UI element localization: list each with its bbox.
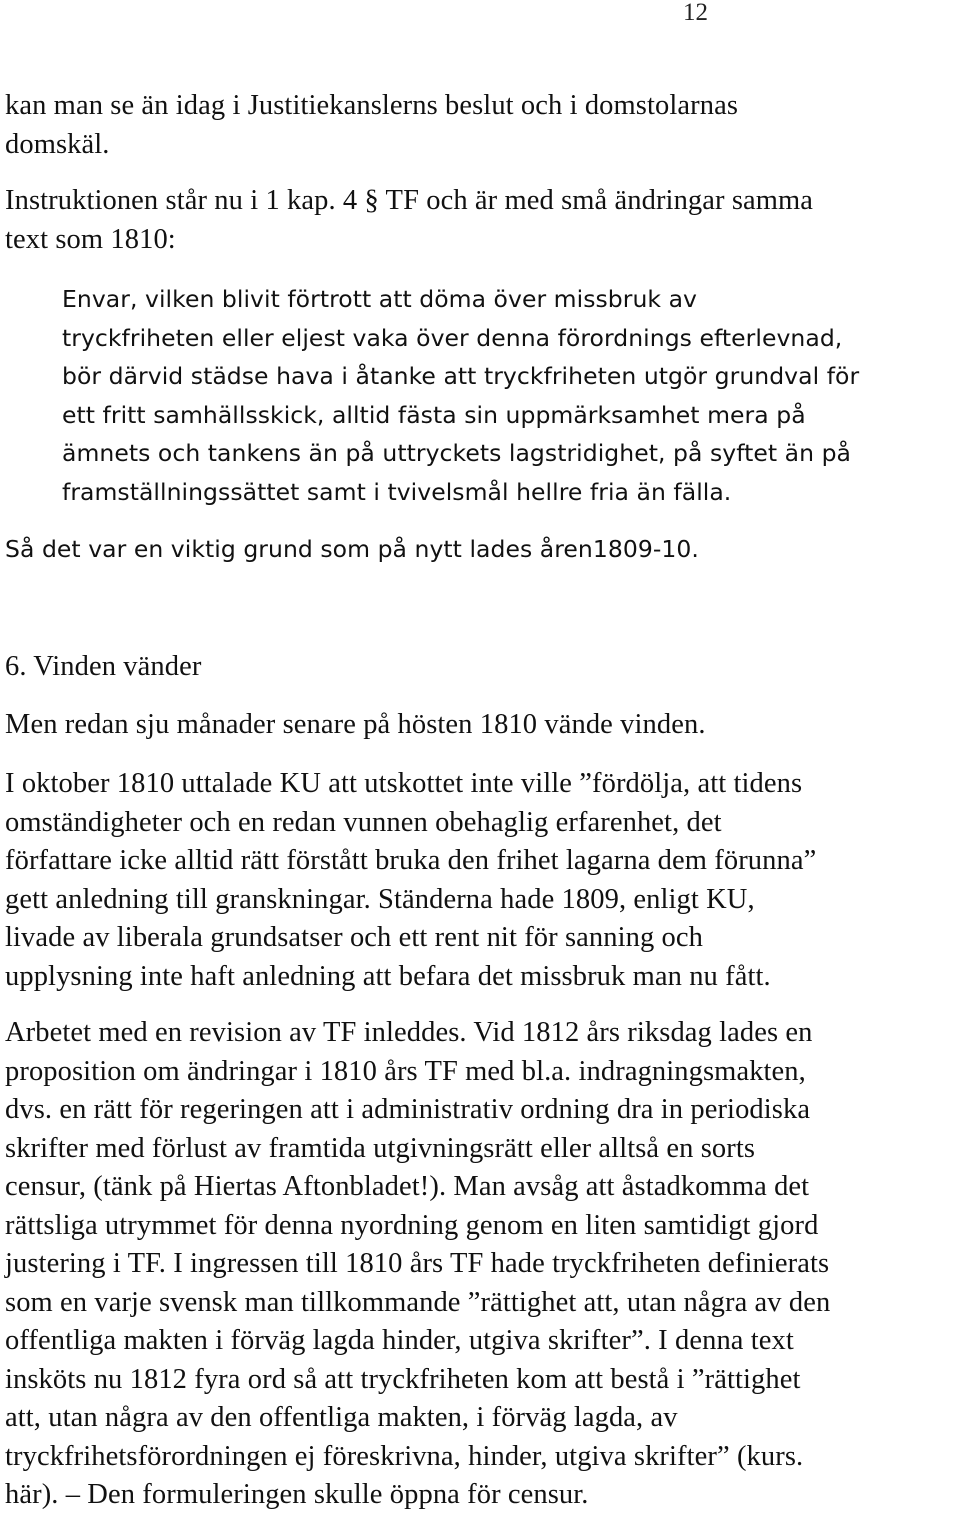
text-line: livade av liberala grundsatser och ett rent nit för sanning och [5, 922, 703, 953]
text-line: här). – Den formuleringen skulle öppna för censur. [5, 1479, 589, 1510]
text-line: gett anledning till granskningar. Ständerna hade 1809, enligt KU, [5, 883, 755, 915]
text-line: skrifter med förlust av framtida utgivningsrätt eller alltså en sorts [5, 1132, 756, 1164]
text-line: dvs. en rätt för regeringen att i administrativ ordning dra in periodiska [5, 1094, 811, 1125]
text-line: Men redan sju månader senare på hösten 1810 vände vinden. [5, 709, 706, 740]
text-line: justering i TF. I ingressen till 1810 års TF hade tryckfriheten definierats [5, 1248, 830, 1279]
paragraph-october-1810 [5, 765, 960, 996]
quote-line: tryckfriheten eller eljest vaka över denna förordnings efterlevnad, [62, 323, 843, 352]
text-line: upplysning inte haft anledning att befara det missbruk man nu fått. [5, 960, 771, 992]
text-line: proposition om ändringar i 1810 års TF med bl.a. indragningsmakten, [5, 1055, 806, 1087]
text-line: rättsliga utrymmet för denna nyordning genom en liten samtidigt gjord [5, 1209, 819, 1241]
paragraph-revision [5, 1014, 960, 1515]
text-line: kan man se än idag i Justitiekanslerns beslut och i domstolarnas [5, 90, 739, 121]
paragraph-conclusion [5, 530, 960, 569]
block-quote [62, 280, 960, 511]
text-line: domskäl. [5, 128, 110, 160]
text-line: offentliga makten i förväg lagda hinder, utgiva skrifter”. I denna text [5, 1325, 794, 1356]
heading-text: 6. Vinden vänder [5, 651, 202, 682]
text-line: censur, (tänk på Hiertas Aftonbladet!). Man avsåg att åstadkomma det [5, 1171, 810, 1202]
text-line: Arbetet med en revision av TF inleddes. Vid 1812 års riksdag lades en [5, 1017, 813, 1048]
text-line: tryckfrihetsförordningen ej föreskrivna, hinder, utgiva skrifter” (kurs. [5, 1440, 804, 1472]
quote-line: ämnets och tankens än på uttryckets lagstridighet, på syftet än på [62, 439, 852, 467]
text-line: författare icke alltid rätt förstått bruka den frihet lagarna dem förunna” [5, 845, 817, 876]
text-line: som en varje svensk man tillkommande ”rättighet att, utan några av den [5, 1286, 831, 1318]
paragraph-wind-turns [5, 706, 960, 745]
text-line: insköts nu 1812 fyra ord så att tryckfriheten kom att bestå i ”rättighet [5, 1363, 801, 1395]
text-line: I oktober 1810 uttalade KU att utskottet inte ville ”fördölja, att tidens [5, 768, 803, 799]
paragraph-instruction [5, 182, 960, 259]
quote-line: Envar, vilken blivit förtrott att döma över missbruk av [62, 285, 698, 313]
quote-line: framställningssättet samt i tvivelsmål hellre fria än fälla. [62, 477, 732, 506]
paragraph-intro [5, 87, 960, 164]
text-line: omständigheter och en redan vunnen obehaglig erfarenhet, det [5, 806, 722, 838]
text-line: Så det var en viktig grund som på nytt lades åren1809-10. [5, 535, 699, 563]
section-heading [5, 648, 960, 687]
page-number: 12 [683, 0, 708, 26]
text-line: text som 1810: [5, 223, 176, 255]
quote-line: ett fritt samhällsskick, alltid fästa sin uppmärksamhet mera på [62, 400, 806, 429]
quote-line: bör därvid städse hava i åtanke att tryckfriheten utgör grundval för [62, 362, 860, 390]
text-line: Instruktionen står nu i 1 kap. 4 § TF och är med små ändringar samma [5, 185, 814, 216]
text-line: att, utan några av den offentliga makten, i förväg lagda, av [5, 1402, 678, 1433]
